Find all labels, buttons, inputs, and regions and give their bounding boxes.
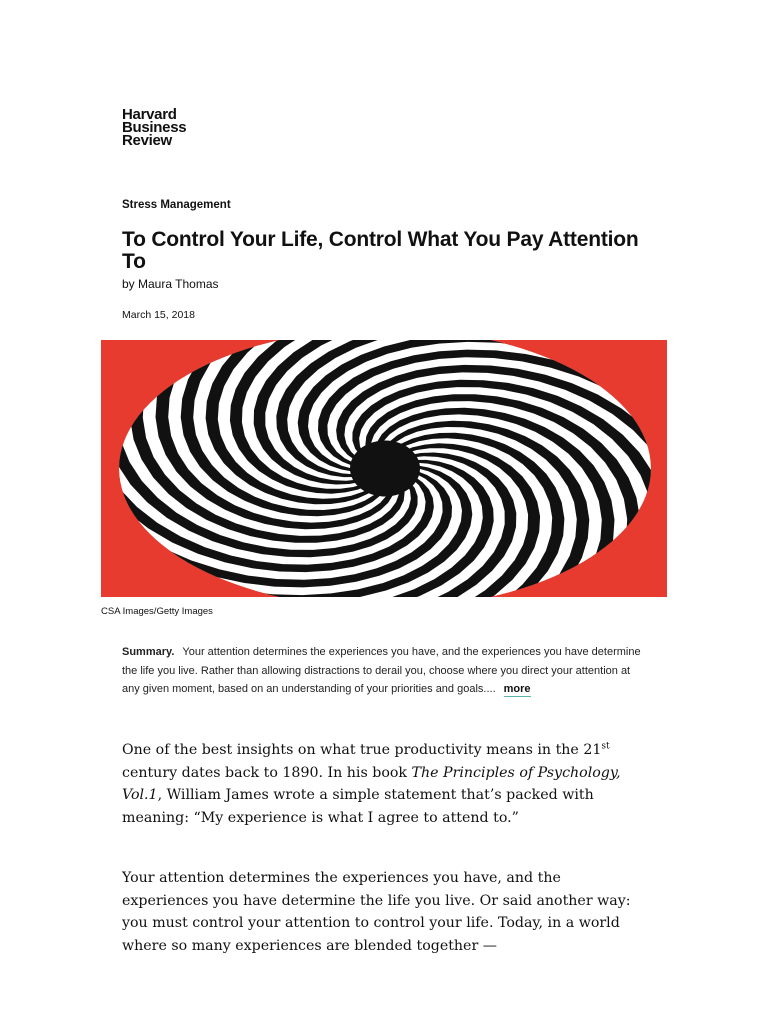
paragraph-2: Your attention determines the experiences you have, and the experiences you have determine the life you live. Or said another way: you must control your attention to control your life. Today, in a world where so many experiences are blended together —	[122, 870, 631, 954]
article-headline: To Control Your Life, Control What You Pay Attention To	[122, 228, 639, 273]
paragraph-1	[122, 739, 642, 829]
section-label[interactable]: Stress Management	[122, 199, 231, 211]
summary	[122, 643, 642, 699]
paragraph-1-text-c: , William James wrote a simple statement that’s packed with meaning: “My experience is what I agree to attend to.”	[122, 787, 594, 826]
paragraph-1-text-a: One of the best insights on what true productivity means in the 21	[122, 742, 602, 758]
hero-image	[101, 340, 667, 597]
book-title: The Principles of Psychology, Vol.1	[122, 764, 621, 803]
publish-date: March 15, 2018	[122, 309, 195, 321]
summary-text: Your attention determines the experiences you have, and the experiences you have determine the life you live. Rather than allowing distractions to derail you, choose where you direct your attention at any given moment, based on an understanding of your priorities and goals....	[122, 646, 641, 695]
byline[interactable]: by Maura Thomas	[122, 277, 219, 291]
logo-line-2: Business	[122, 119, 187, 136]
logo-line-3: Review	[122, 132, 172, 149]
hbr-logo[interactable]	[122, 108, 186, 147]
swirl-center	[350, 441, 420, 497]
superscript-st: st	[601, 741, 610, 752]
summary-label: Summary.	[122, 646, 175, 658]
image-credit: CSA Images/Getty Images	[101, 606, 213, 617]
more-link[interactable]: more	[503, 683, 531, 695]
swirl-illustration	[101, 340, 667, 597]
logo-line-1: Harvard	[122, 106, 177, 123]
paragraph-1-text-b: century dates back to 1890. In his book	[122, 764, 412, 781]
